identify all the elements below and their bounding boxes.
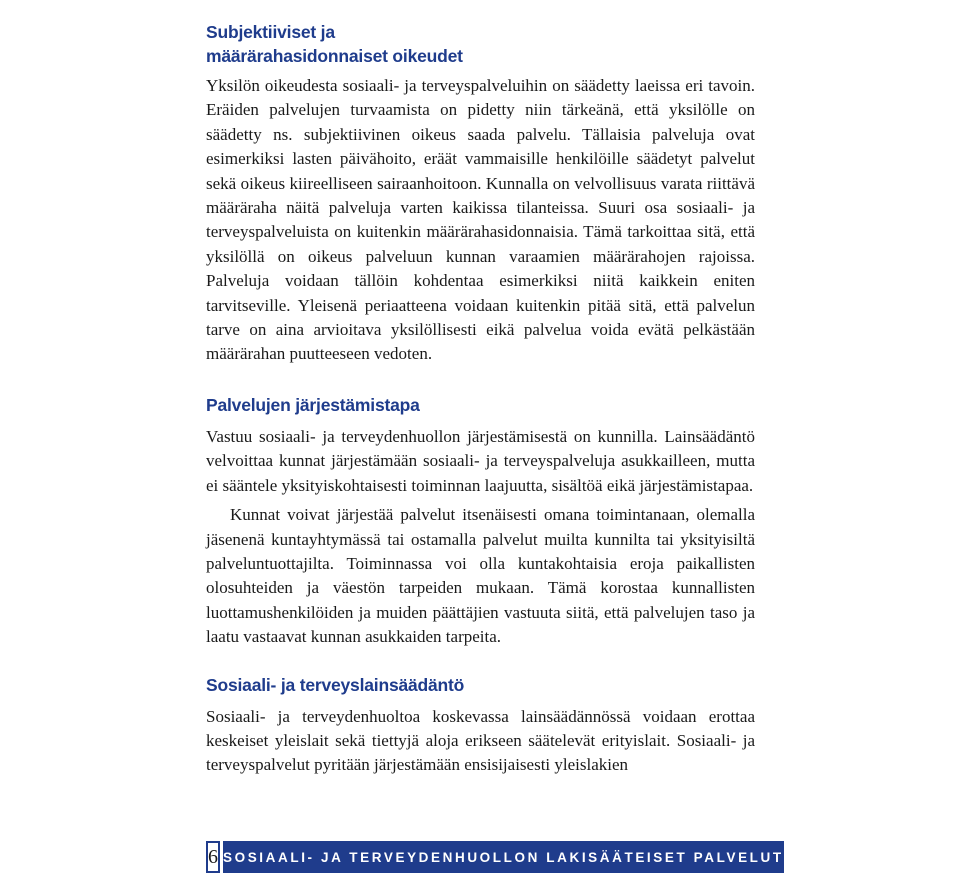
body-paragraph: Kunnat voivat järjestää palvelut itsenäisesti omana toimintanaan, olemalla jäsenenä kuntayhtymässä tai ostamalla palvelut muilta kunnilta tai yksityisiltä palveluntuottajilta. Toiminnassa voi olla kuntakohtaisia eroja paikallisten olosuhteiden ja väestön tarpeiden mukaan. Tämä korostaa kunnallisten luottamushenkilöiden ja muiden päättäjien vastuuta siitä, että palvelujen taso ja laatu vastaavat kunnan asukkaiden tarpeita.	[206, 505, 755, 647]
body-paragraph: Vastuu sosiaali- ja terveydenhuollon järjestämisestä on kunnilla. Lainsäädäntö velvoittaa kunnat järjestämään sosiaali- ja terveyspalveluja asukkailleen, mutta ei sääntele yksityiskohtaisesti toiminnan laajuutta, sisältöä eikä järjestämistapaa.	[206, 426, 755, 495]
section-heading-legislation: Sosiaali- ja terveyslainsäädäntö	[206, 674, 465, 695]
page-number: 6	[206, 841, 220, 873]
body-paragraph: Sosiaali- ja terveydenhuoltoa koskevassa lainsäädännössä voidaan erottaa keskeiset yleislait sekä tiettyjä aloja erikseen säätelevät erityislait. Sosiaali- ja terveyspalvelut pyritään järjestämään ensisijaisesti yleislakien	[206, 706, 755, 775]
page-content	[206, 0, 755, 778]
body-paragraph: Yksilön oikeudesta sosiaali- ja terveyspalveluihin on säädetty laeissa eri tavoin. Eräiden palvelujen turvaamista on pidetty niin tärkeänä, että yksilölle on säädetty ns. subjektiivinen oikeus saada palvelu. Tällaisia palveluja ovat esimerkiksi lasten päivähoito, eräät vammaisille henkilöille säädetyt palvelut sekä oikeus kiireelliseen sairaanhoitoon. Kunnalla on velvollisuus varata riittävä määräraha näitä palveluja varten kaikissa tilanteissa. Suuri osa sosiaali- ja terveyspalveluista on kuitenkin määrärahasidonnaisia. Tämä tarkoittaa sitä, että yksilöllä on oikeus palveluun kunnan varaamien määrärahojen rajoissa. Palveluja voidaan tällöin kohdentaa esimerkiksi niitä kaikkein eniten tarvitseville. Yleisenä periaatteena voidaan kuitenkin pitää sitä, että palvelun tarve on aina arvioitava yksilöllisesti eikä palvelua voida evätä pelkästään määrärahan puutteeseen vedoten.	[206, 76, 755, 364]
page-footer	[206, 841, 784, 873]
section-heading-service-organization: Palvelujen järjestämistapa	[206, 394, 420, 415]
running-title: SOSIAALI- JA TERVEYDENHUOLLON LAKISÄÄTEISET PALVELUT	[223, 841, 784, 873]
section-heading-subjective-rights: Subjektiiviset ja määrärahasidonnaiset oikeudet	[206, 22, 463, 66]
